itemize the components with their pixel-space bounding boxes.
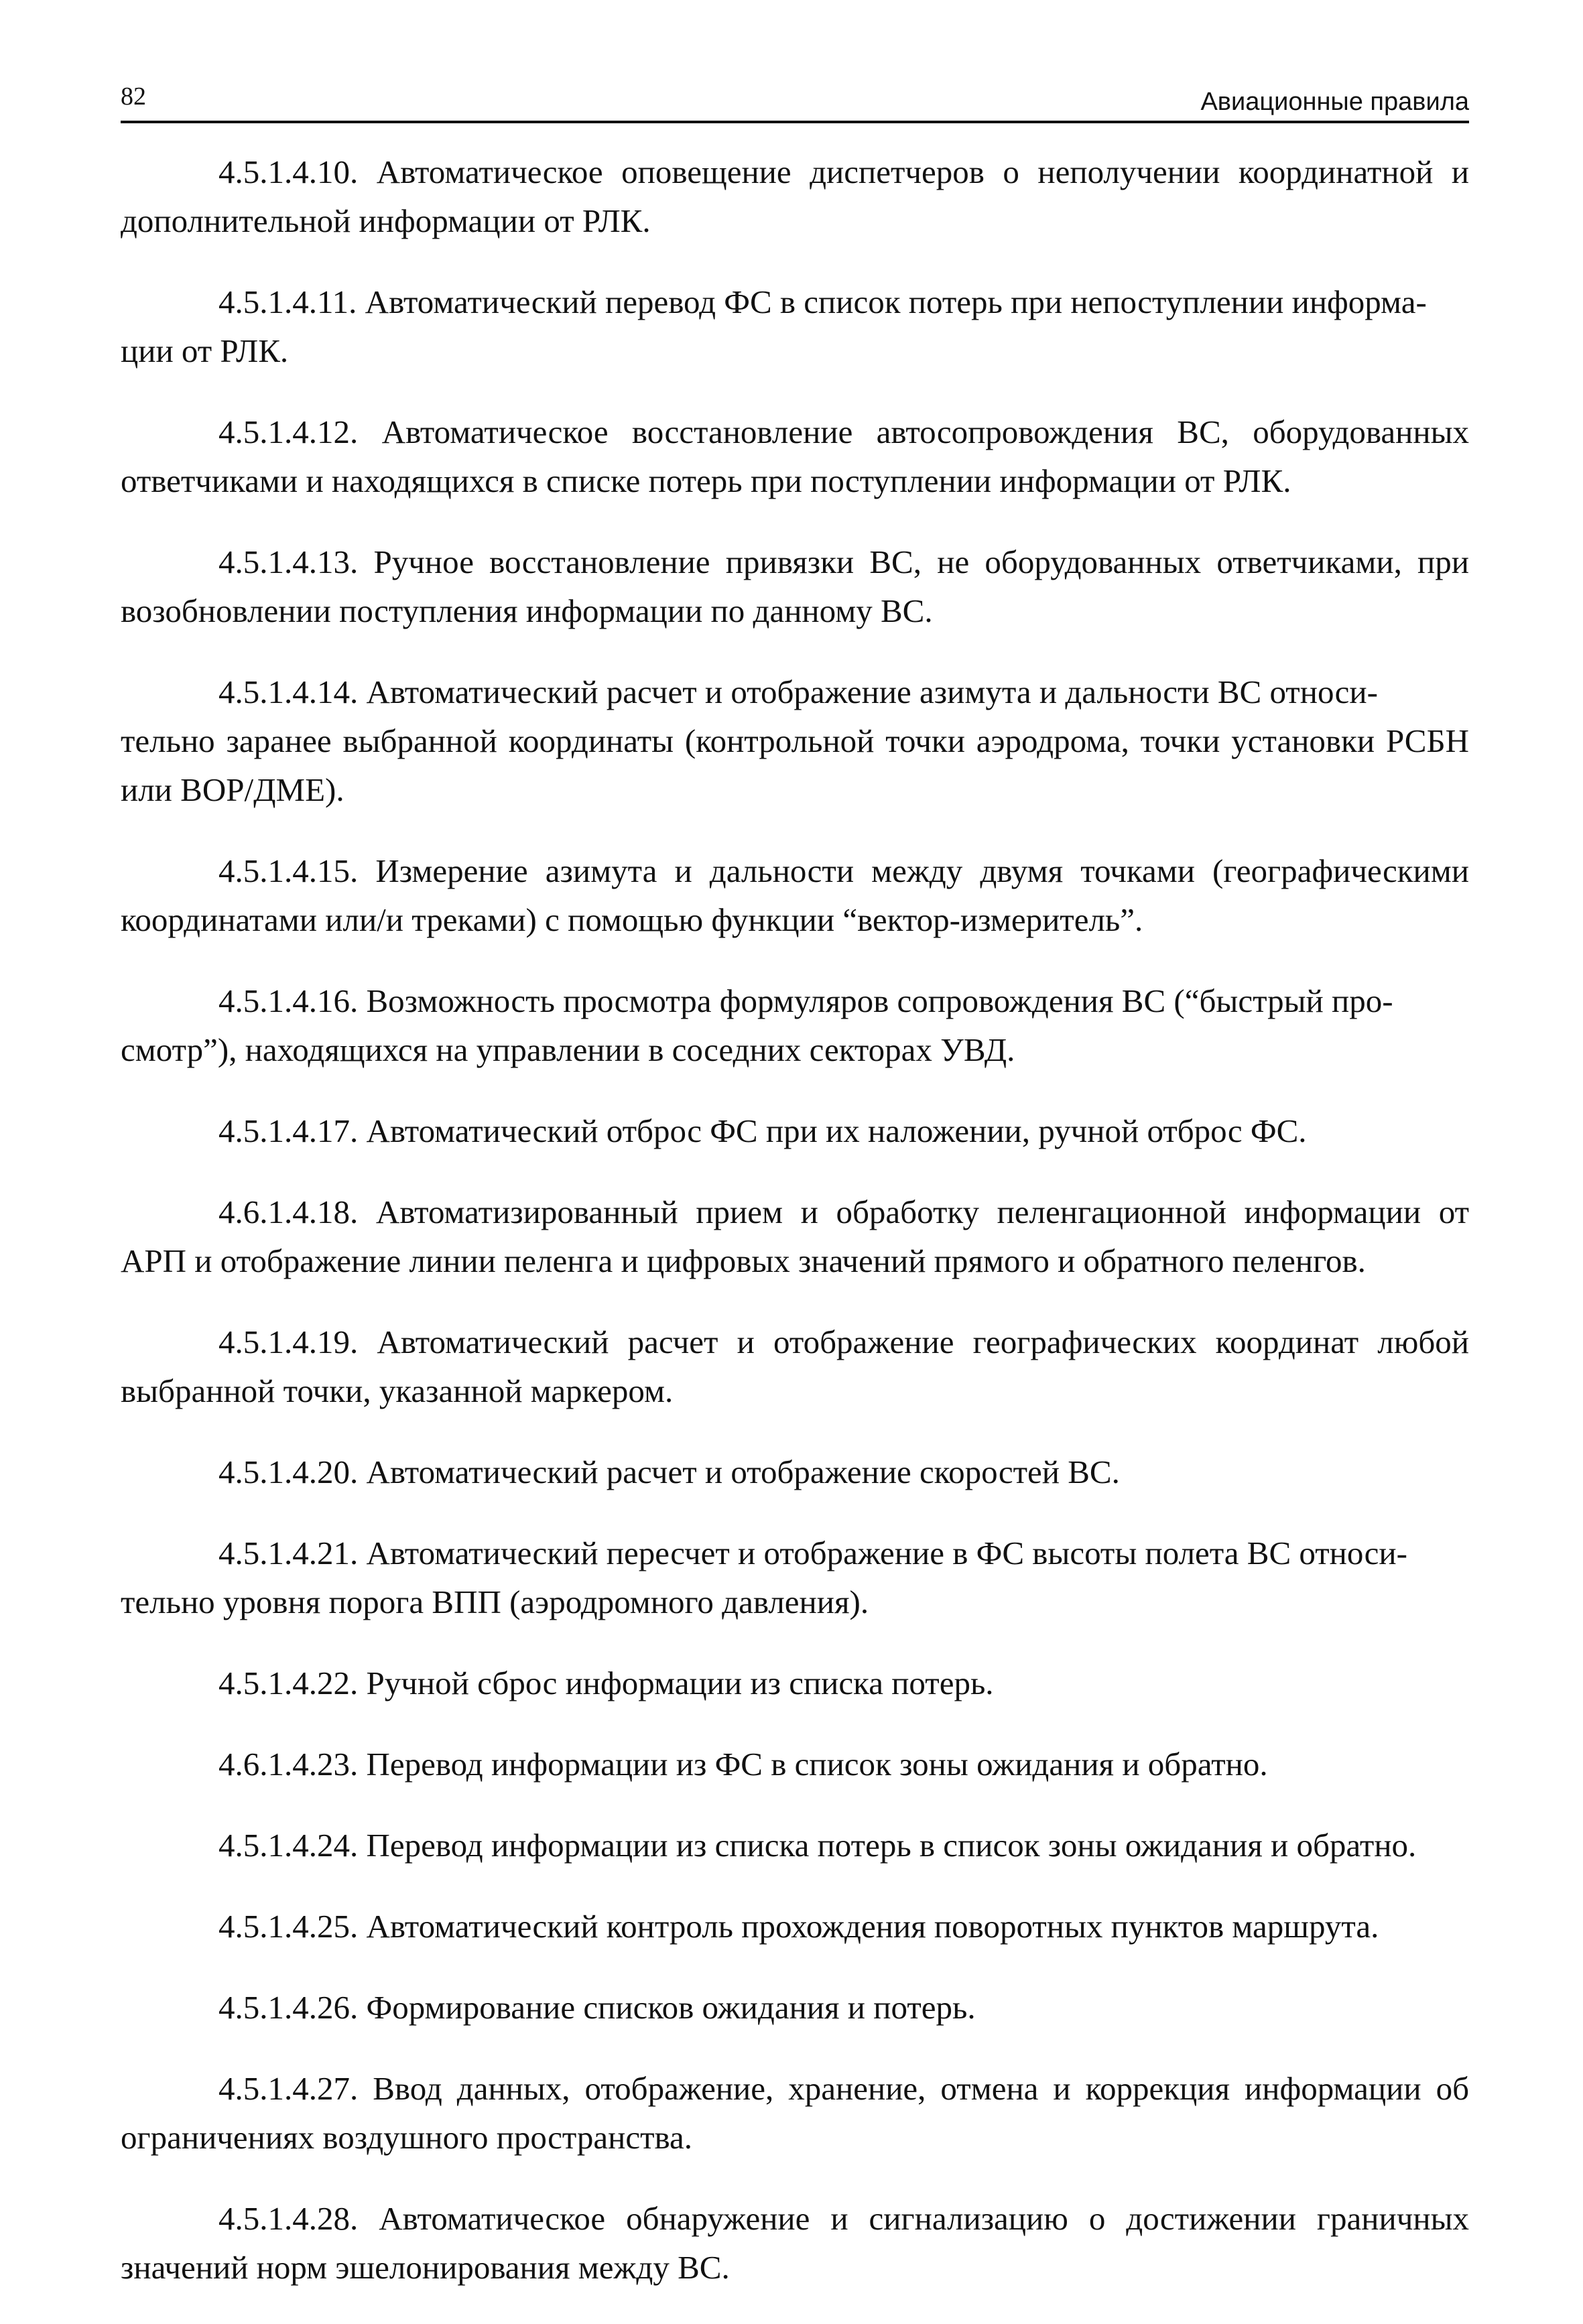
paragraph-4-5-1-4-13: 4.5.1.4.13. Ручное восстановление привязки ВС, не оборудованных ответчиками, при возобновлении поступления информации по данному ВС.: [121, 543, 1469, 629]
header-divider: [121, 121, 1469, 123]
paragraph-4-5-1-4-19: 4.5.1.4.19. Автоматический расчет и отображение географических координат любой выбранной точки, указанной маркером.: [121, 1324, 1469, 1409]
paragraph-4-6-1-4-18: 4.6.1.4.18. Автоматизированный прием и обработку пеленгационной информации от АРП и отображение линии пеленга и цифровых значений прямого и обратного пеленгов.: [121, 1193, 1469, 1279]
paragraph-4-5-1-4-27: 4.5.1.4.27. Ввод данных, отображение, хранение, отмена и коррекция информации об ограничениях воздушного пространства.: [121, 2070, 1469, 2156]
paragraph-4-5-1-4-26: 4.5.1.4.26. Формирование списков ожидания и потерь.: [218, 1989, 976, 2026]
document-body: [121, 147, 1469, 2324]
paragraph-4-5-1-4-11: 4.5.1.4.11. Автоматический перевод ФС в список потерь при непоступлении информа- ции от РЛК.: [121, 283, 1427, 369]
paragraph-4-5-1-4-17: 4.5.1.4.17. Автоматический отброс ФС при их наложении, ручной отброс ФС.: [218, 1112, 1307, 1149]
paragraph-4-5-1-4-12: 4.5.1.4.12. Автоматическое восстановление автосопровождения ВС, оборудованных ответчиками и находящихся в списке потерь при поступлении информации от РЛК.: [121, 413, 1469, 499]
paragraph-4-5-1-4-22: 4.5.1.4.22. Ручной сброс информации из списка потерь.: [218, 1665, 994, 1701]
paragraph-4-5-1-4-20: 4.5.1.4.20. Автоматический расчет и отображение скоростей ВС.: [218, 1454, 1120, 1490]
page-header: [121, 80, 1469, 122]
paragraph-4-5-1-4-15: 4.5.1.4.15. Измерение азимута и дальности между двумя точками (географическими координатами или/и треками) с помощью функции “вектор-измеритель”.: [121, 852, 1469, 938]
paragraph-4-5-1-4-14: 4.5.1.4.14. Автоматический расчет и отображение азимута и дальности ВС относи- тельно заранее выбранной координаты (контрольной точки аэродрома, точки установки РСБН или ВОР/ДМЕ).: [121, 673, 1469, 808]
paragraph-4-5-1-4-16: 4.5.1.4.16. Возможность просмотра формуляров сопровождения ВС (“быстрый про- смотр”), находящихся на управлении в соседних секторах УВД.: [121, 982, 1393, 1068]
paragraph-4-5-1-4-24: 4.5.1.4.24. Перевод информации из списка потерь в список зоны ожидания и обратно.: [218, 1827, 1417, 1864]
paragraph-4-5-1-4-28: 4.5.1.4.28. Автоматическое обнаружение и сигнализацию о достижении граничных значений норм эшелонирования между ВС.: [121, 2200, 1469, 2286]
paragraph-4-6-1-4-23: 4.6.1.4.23. Перевод информации из ФС в список зоны ожидания и обратно.: [218, 1746, 1268, 1783]
paragraph-4-5-1-4-25: 4.5.1.4.25. Автоматический контроль прохождения поворотных пунктов маршрута.: [218, 1908, 1379, 1945]
running-title: Авиационные правила: [1200, 88, 1469, 116]
paragraph-4-5-1-4-10: 4.5.1.4.10. Автоматическое оповещение диспетчеров о неполучении координатной и дополнительной информации от РЛК.: [121, 153, 1469, 239]
paragraph-4-5-1-4-21: 4.5.1.4.21. Автоматический пересчет и отображение в ФС высоты полета ВС относи- тельно уровня порога ВПП (аэродромного давления).: [121, 1535, 1407, 1620]
page-number: 82: [121, 82, 146, 111]
